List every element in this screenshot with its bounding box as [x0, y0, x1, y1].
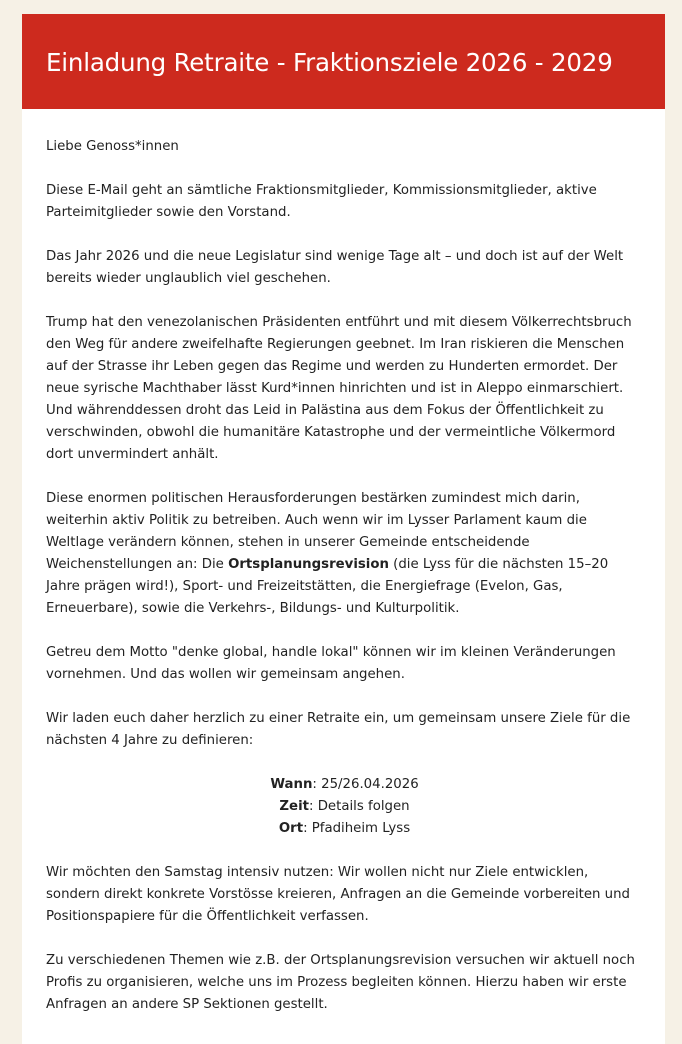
email-header [22, 14, 665, 109]
event-when-value: : 25/26.04.2026 [312, 777, 419, 792]
event-time [46, 796, 643, 818]
email-card [22, 14, 665, 1044]
event-place-value: : Pfadiheim Lyss [303, 821, 411, 836]
paragraph-invitation: Wir laden euch daher herzlich zu einer Retraite ein, um gemeinsam unsere Ziele für die nächsten 4 Jahre zu definieren: [46, 711, 631, 748]
paragraph-recipients: Diese E-Mail geht an sämtliche Fraktionsmitglieder, Kommissionsmitglieder, aktive Parteimitglieder sowie den Vorstand. [46, 183, 597, 220]
paragraph-year-intro: Das Jahr 2026 und die neue Legislatur sind wenige Tage alt – und doch ist auf der Welt bereits wieder unglaublich viel geschehen. [46, 249, 624, 286]
paragraph-saturday-plan: Wir möchten den Samstag intensiv nutzen: Wir wollen nicht nur Ziele entwicklen, sondern direkt konkrete Vorstösse kreieren, Anfragen an die Gemeinde vorbereiten und Positionspapiere für die Öffentlichkeit verfassen. [46, 865, 630, 924]
paragraph-local-politics [46, 488, 643, 620]
event-place [46, 818, 643, 840]
event-time-value: : Details folgen [308, 799, 410, 814]
event-details [46, 774, 643, 840]
event-time-label: Zeit [279, 799, 309, 814]
greeting: Liebe Genoss*innen [46, 139, 179, 154]
paragraph-world-events: Trump hat den venezolanischen Präsidenten entführt und mit diesem Völkerrechtsbruch den Weg für andere zweifelhafte Regierungen geebnet. Im Iran riskieren die Menschen auf der Strasse ihr Leben gegen das Regime und werden zu Hunderten ermordet. Der neue syrische Machthaber lässt Kurd*innen hinrichten und ist in Aleppo einmarschiert. Und währenddessen droht das Leid in Palästina aus dem Fokus der Öffentlichkeit zu verschwinden, obwohl die humanitäre Katastrophe und der vermeintliche Völkermord dort unvermindert anhält. [46, 315, 632, 462]
highlight-ortsplanungsrevision: Ortsplanungsrevision [228, 557, 389, 572]
email-body [22, 109, 665, 1016]
event-when [46, 774, 643, 796]
paragraph-motto: Getreu dem Motto "denke global, handle lokal" können wir im kleinen Veränderungen vornehmen. Und das wollen wir gemeinsam angehen. [46, 645, 616, 682]
paragraph-local-politics-start: Diese enormen politischen Herausforderungen bestärken zumindest mich darin, weiterhin aktiv Politik zu betreiben. Auch wenn wir im Lysser Parlament kaum die Weltlage verändern können, stehen in unserer Gemeinde entscheidende Weichenstellungen an: Die [46, 491, 587, 572]
email-title: Einladung Retraite - Fraktionsziele 2026 - 2029 [46, 48, 613, 77]
paragraph-professionals: Zu verschiedenen Themen wie z.B. der Ortsplanungsrevision versuchen wir aktuell noch Profis zu organisieren, welche uns im Prozess begleiten können. Hierzu haben wir erste Anfragen an andere SP Sektionen gestellt. [46, 953, 635, 1012]
paragraph-local-politics-end: (die Lyss für die nächsten 15–20 Jahre prägen wird!), Sport- und Freizeitstätten, die Energiefrage (Evelon, Gas, Erneuerbare), sowie die Verkehrs-, Bildungs- und Kulturpolitik. [46, 557, 609, 616]
event-place-label: Ort [278, 821, 304, 836]
event-when-label: Wann [270, 777, 313, 792]
